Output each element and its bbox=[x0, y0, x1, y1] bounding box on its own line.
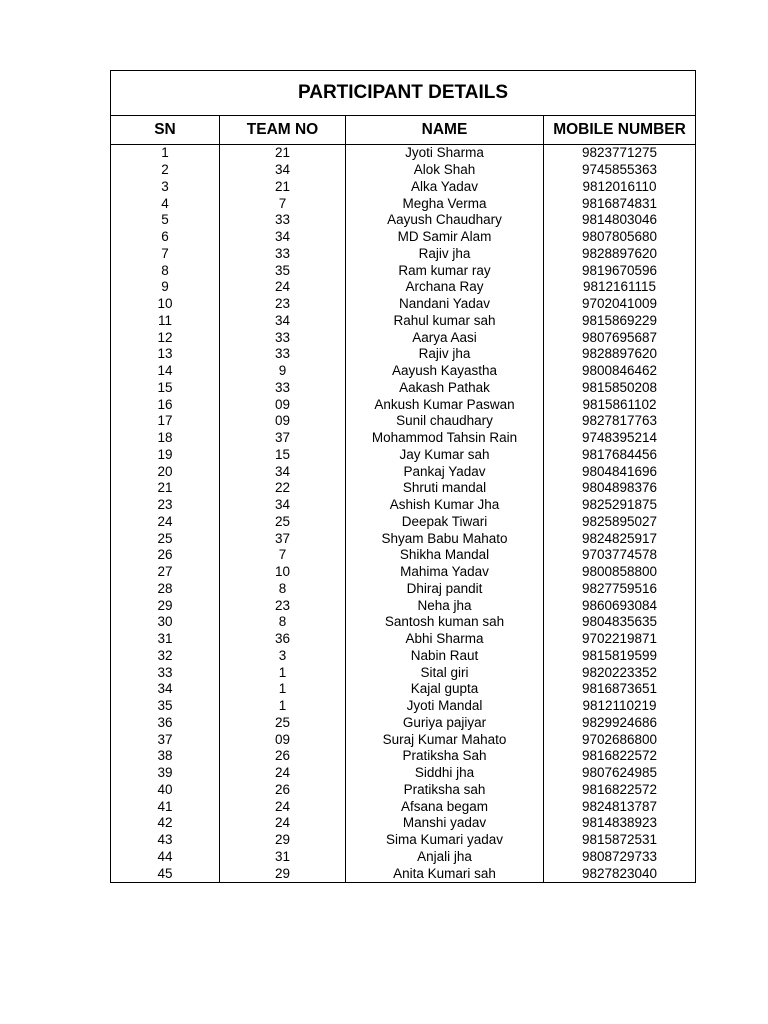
team-no-cell: 1 bbox=[220, 681, 346, 698]
name-cell: Jyoti Sharma bbox=[346, 145, 544, 162]
mobile-number-cell: 9800858800 bbox=[544, 564, 696, 581]
sn-cell: 28 bbox=[111, 581, 220, 598]
sn-cell: 23 bbox=[111, 497, 220, 514]
team-no-cell: 34 bbox=[220, 497, 346, 514]
team-no-cell: 23 bbox=[220, 597, 346, 614]
table-row bbox=[111, 497, 696, 514]
team-no-cell: 34 bbox=[220, 463, 346, 480]
table-row bbox=[111, 815, 696, 832]
mobile-number-cell: 9819670596 bbox=[544, 262, 696, 279]
mobile-number-cell: 9804841696 bbox=[544, 463, 696, 480]
name-cell: Rajiv jha bbox=[346, 246, 544, 263]
sn-cell: 27 bbox=[111, 564, 220, 581]
name-cell: Shikha Mandal bbox=[346, 547, 544, 564]
mobile-number-cell: 9815872531 bbox=[544, 832, 696, 849]
sn-cell: 26 bbox=[111, 547, 220, 564]
mobile-number-cell: 9824813787 bbox=[544, 798, 696, 815]
sn-cell: 10 bbox=[111, 296, 220, 313]
team-no-cell: 24 bbox=[220, 765, 346, 782]
sn-cell: 18 bbox=[111, 430, 220, 447]
name-cell: Ashish Kumar Jha bbox=[346, 497, 544, 514]
table-row bbox=[111, 329, 696, 346]
mobile-number-cell: 9748395214 bbox=[544, 430, 696, 447]
name-cell: MD Samir Alam bbox=[346, 229, 544, 246]
sn-cell: 13 bbox=[111, 346, 220, 363]
team-no-cell: 21 bbox=[220, 145, 346, 162]
sn-cell: 1 bbox=[111, 145, 220, 162]
sn-cell: 36 bbox=[111, 715, 220, 732]
team-no-cell: 29 bbox=[220, 865, 346, 882]
name-cell: Nabin Raut bbox=[346, 648, 544, 665]
team-no-cell: 37 bbox=[220, 530, 346, 547]
name-cell: Sital giri bbox=[346, 664, 544, 681]
mobile-number-cell: 9807624985 bbox=[544, 765, 696, 782]
sn-cell: 15 bbox=[111, 380, 220, 397]
team-no-cell: 29 bbox=[220, 832, 346, 849]
mobile-number-cell: 9816822572 bbox=[544, 782, 696, 799]
mobile-number-cell: 9825895027 bbox=[544, 514, 696, 531]
mobile-number-cell: 9808729733 bbox=[544, 849, 696, 866]
sn-cell: 41 bbox=[111, 798, 220, 815]
name-cell: Rajiv jha bbox=[346, 346, 544, 363]
sn-cell: 11 bbox=[111, 313, 220, 330]
sn-cell: 2 bbox=[111, 162, 220, 179]
table-row bbox=[111, 832, 696, 849]
mobile-number-cell: 9814838923 bbox=[544, 815, 696, 832]
table-row bbox=[111, 731, 696, 748]
mobile-number-cell: 9745855363 bbox=[544, 162, 696, 179]
name-cell: Suraj Kumar Mahato bbox=[346, 731, 544, 748]
name-cell: Alka Yadav bbox=[346, 179, 544, 196]
table-row bbox=[111, 229, 696, 246]
team-no-cell: 25 bbox=[220, 514, 346, 531]
team-no-cell: 24 bbox=[220, 279, 346, 296]
team-no-cell: 24 bbox=[220, 798, 346, 815]
sn-cell: 3 bbox=[111, 179, 220, 196]
mobile-number-cell: 9812110219 bbox=[544, 698, 696, 715]
mobile-number-cell: 9702686800 bbox=[544, 731, 696, 748]
sn-cell: 9 bbox=[111, 279, 220, 296]
team-no-cell: 37 bbox=[220, 430, 346, 447]
name-cell: Mahima Yadav bbox=[346, 564, 544, 581]
mobile-number-cell: 9800846462 bbox=[544, 363, 696, 380]
name-cell: Neha jha bbox=[346, 597, 544, 614]
name-cell: Anjali jha bbox=[346, 849, 544, 866]
team-no-cell: 1 bbox=[220, 698, 346, 715]
name-cell: Shruti mandal bbox=[346, 480, 544, 497]
mobile-number-cell: 9815869229 bbox=[544, 313, 696, 330]
team-no-cell: 33 bbox=[220, 346, 346, 363]
name-cell: Jay Kumar sah bbox=[346, 447, 544, 464]
name-cell: Siddhi jha bbox=[346, 765, 544, 782]
name-cell: Alok Shah bbox=[346, 162, 544, 179]
table-row bbox=[111, 296, 696, 313]
team-no-cell: 25 bbox=[220, 715, 346, 732]
table-row bbox=[111, 396, 696, 413]
name-cell: Mohammod Tahsin Rain bbox=[346, 430, 544, 447]
mobile-number-cell: 9816874831 bbox=[544, 195, 696, 212]
team-no-cell: 34 bbox=[220, 313, 346, 330]
table-row bbox=[111, 463, 696, 480]
mobile-number-cell: 9860693084 bbox=[544, 597, 696, 614]
sn-cell: 5 bbox=[111, 212, 220, 229]
team-no-cell: 26 bbox=[220, 782, 346, 799]
column-header-team-no: TEAM NO bbox=[220, 116, 346, 145]
name-cell: Nandani Yadav bbox=[346, 296, 544, 313]
team-no-cell: 26 bbox=[220, 748, 346, 765]
mobile-number-cell: 9816873651 bbox=[544, 681, 696, 698]
mobile-number-cell: 9804898376 bbox=[544, 480, 696, 497]
table-row bbox=[111, 597, 696, 614]
sn-cell: 20 bbox=[111, 463, 220, 480]
sn-cell: 7 bbox=[111, 246, 220, 263]
table-row bbox=[111, 698, 696, 715]
team-no-cell: 24 bbox=[220, 815, 346, 832]
team-no-cell: 36 bbox=[220, 631, 346, 648]
sn-cell: 4 bbox=[111, 195, 220, 212]
name-cell: Anita Kumari sah bbox=[346, 865, 544, 882]
mobile-number-cell: 9823771275 bbox=[544, 145, 696, 162]
mobile-number-cell: 9814803046 bbox=[544, 212, 696, 229]
table-row bbox=[111, 246, 696, 263]
sn-cell: 43 bbox=[111, 832, 220, 849]
team-no-cell: 33 bbox=[220, 380, 346, 397]
sn-cell: 34 bbox=[111, 681, 220, 698]
table-row bbox=[111, 581, 696, 598]
mobile-number-cell: 9829924686 bbox=[544, 715, 696, 732]
header-row bbox=[111, 116, 696, 145]
name-cell: Kajal gupta bbox=[346, 681, 544, 698]
name-cell: Aakash Pathak bbox=[346, 380, 544, 397]
mobile-number-cell: 9815861102 bbox=[544, 396, 696, 413]
mobile-number-cell: 9815819599 bbox=[544, 648, 696, 665]
name-cell: Megha Verma bbox=[346, 195, 544, 212]
sn-cell: 35 bbox=[111, 698, 220, 715]
table-row bbox=[111, 480, 696, 497]
sn-cell: 40 bbox=[111, 782, 220, 799]
table-row bbox=[111, 447, 696, 464]
table-row bbox=[111, 648, 696, 665]
name-cell: Shyam Babu Mahato bbox=[346, 530, 544, 547]
name-cell: Pratiksha Sah bbox=[346, 748, 544, 765]
participant-table bbox=[110, 70, 696, 883]
sn-cell: 30 bbox=[111, 614, 220, 631]
name-cell: Pankaj Yadav bbox=[346, 463, 544, 480]
title-row bbox=[111, 71, 696, 116]
team-no-cell: 09 bbox=[220, 731, 346, 748]
column-header-mobile-number: MOBILE NUMBER bbox=[544, 116, 696, 145]
team-no-cell: 7 bbox=[220, 195, 346, 212]
name-cell: Dhiraj pandit bbox=[346, 581, 544, 598]
team-no-cell: 33 bbox=[220, 329, 346, 346]
table-row bbox=[111, 765, 696, 782]
mobile-number-cell: 9812016110 bbox=[544, 179, 696, 196]
team-no-cell: 09 bbox=[220, 413, 346, 430]
name-cell: Pratiksha sah bbox=[346, 782, 544, 799]
table-row bbox=[111, 514, 696, 531]
sn-cell: 17 bbox=[111, 413, 220, 430]
team-no-cell: 35 bbox=[220, 262, 346, 279]
table-row bbox=[111, 865, 696, 882]
table-row bbox=[111, 782, 696, 799]
table-row bbox=[111, 430, 696, 447]
team-no-cell: 31 bbox=[220, 849, 346, 866]
mobile-number-cell: 9703774578 bbox=[544, 547, 696, 564]
mobile-number-cell: 9702219871 bbox=[544, 631, 696, 648]
team-no-cell: 22 bbox=[220, 480, 346, 497]
mobile-number-cell: 9812161115 bbox=[544, 279, 696, 296]
team-no-cell: 8 bbox=[220, 581, 346, 598]
table-row bbox=[111, 279, 696, 296]
table-row bbox=[111, 631, 696, 648]
mobile-number-cell: 9817684456 bbox=[544, 447, 696, 464]
sn-cell: 37 bbox=[111, 731, 220, 748]
table-row bbox=[111, 614, 696, 631]
mobile-number-cell: 9815850208 bbox=[544, 380, 696, 397]
table-row bbox=[111, 547, 696, 564]
sn-cell: 25 bbox=[111, 530, 220, 547]
mobile-number-cell: 9702041009 bbox=[544, 296, 696, 313]
document-title: PARTICIPANT DETAILS bbox=[111, 71, 696, 116]
mobile-number-cell: 9816822572 bbox=[544, 748, 696, 765]
sn-cell: 38 bbox=[111, 748, 220, 765]
team-no-cell: 34 bbox=[220, 229, 346, 246]
sn-cell: 19 bbox=[111, 447, 220, 464]
team-no-cell: 21 bbox=[220, 179, 346, 196]
mobile-number-cell: 9804835635 bbox=[544, 614, 696, 631]
table-row bbox=[111, 313, 696, 330]
sn-cell: 42 bbox=[111, 815, 220, 832]
team-no-cell: 3 bbox=[220, 648, 346, 665]
mobile-number-cell: 9820223352 bbox=[544, 664, 696, 681]
table-row bbox=[111, 212, 696, 229]
team-no-cell: 9 bbox=[220, 363, 346, 380]
mobile-number-cell: 9827823040 bbox=[544, 865, 696, 882]
sn-cell: 14 bbox=[111, 363, 220, 380]
table-row bbox=[111, 413, 696, 430]
team-no-cell: 10 bbox=[220, 564, 346, 581]
name-cell: Sima Kumari yadav bbox=[346, 832, 544, 849]
team-no-cell: 8 bbox=[220, 614, 346, 631]
sn-cell: 12 bbox=[111, 329, 220, 346]
sn-cell: 8 bbox=[111, 262, 220, 279]
sn-cell: 29 bbox=[111, 597, 220, 614]
sn-cell: 6 bbox=[111, 229, 220, 246]
sn-cell: 39 bbox=[111, 765, 220, 782]
table-row bbox=[111, 798, 696, 815]
table-row bbox=[111, 748, 696, 765]
table-row bbox=[111, 380, 696, 397]
name-cell: Sunil chaudhary bbox=[346, 413, 544, 430]
name-cell: Aarya Aasi bbox=[346, 329, 544, 346]
name-cell: Ankush Kumar Paswan bbox=[346, 396, 544, 413]
sn-cell: 16 bbox=[111, 396, 220, 413]
mobile-number-cell: 9828897620 bbox=[544, 246, 696, 263]
name-cell: Guriya pajiyar bbox=[346, 715, 544, 732]
name-cell: Manshi yadav bbox=[346, 815, 544, 832]
name-cell: Aayush Chaudhary bbox=[346, 212, 544, 229]
name-cell: Ram kumar ray bbox=[346, 262, 544, 279]
sn-cell: 21 bbox=[111, 480, 220, 497]
sn-cell: 24 bbox=[111, 514, 220, 531]
name-cell: Deepak Tiwari bbox=[346, 514, 544, 531]
mobile-number-cell: 9828897620 bbox=[544, 346, 696, 363]
mobile-number-cell: 9827759516 bbox=[544, 581, 696, 598]
team-no-cell: 09 bbox=[220, 396, 346, 413]
table-row bbox=[111, 195, 696, 212]
name-cell: Aayush Kayastha bbox=[346, 363, 544, 380]
team-no-cell: 33 bbox=[220, 212, 346, 229]
name-cell: Rahul kumar sah bbox=[346, 313, 544, 330]
team-no-cell: 7 bbox=[220, 547, 346, 564]
table-row bbox=[111, 179, 696, 196]
team-no-cell: 1 bbox=[220, 664, 346, 681]
team-no-cell: 33 bbox=[220, 246, 346, 263]
table-row bbox=[111, 664, 696, 681]
table-row bbox=[111, 530, 696, 547]
sn-cell: 45 bbox=[111, 865, 220, 882]
name-cell: Santosh kuman sah bbox=[346, 614, 544, 631]
name-cell: Archana Ray bbox=[346, 279, 544, 296]
table-row bbox=[111, 162, 696, 179]
table-row bbox=[111, 564, 696, 581]
mobile-number-cell: 9807805680 bbox=[544, 229, 696, 246]
mobile-number-cell: 9827817763 bbox=[544, 413, 696, 430]
sn-cell: 44 bbox=[111, 849, 220, 866]
team-no-cell: 34 bbox=[220, 162, 346, 179]
table-row bbox=[111, 849, 696, 866]
team-no-cell: 23 bbox=[220, 296, 346, 313]
sn-cell: 33 bbox=[111, 664, 220, 681]
name-cell: Jyoti Mandal bbox=[346, 698, 544, 715]
team-no-cell: 15 bbox=[220, 447, 346, 464]
column-header-name: NAME bbox=[346, 116, 544, 145]
table-row bbox=[111, 363, 696, 380]
table-row bbox=[111, 715, 696, 732]
sn-cell: 32 bbox=[111, 648, 220, 665]
mobile-number-cell: 9825291875 bbox=[544, 497, 696, 514]
table-row bbox=[111, 262, 696, 279]
mobile-number-cell: 9824825917 bbox=[544, 530, 696, 547]
table-row bbox=[111, 145, 696, 162]
table-body bbox=[111, 145, 696, 883]
sn-cell: 31 bbox=[111, 631, 220, 648]
name-cell: Afsana begam bbox=[346, 798, 544, 815]
table-row bbox=[111, 346, 696, 363]
name-cell: Abhi Sharma bbox=[346, 631, 544, 648]
table-row bbox=[111, 681, 696, 698]
column-header-sn: SN bbox=[111, 116, 220, 145]
mobile-number-cell: 9807695687 bbox=[544, 329, 696, 346]
